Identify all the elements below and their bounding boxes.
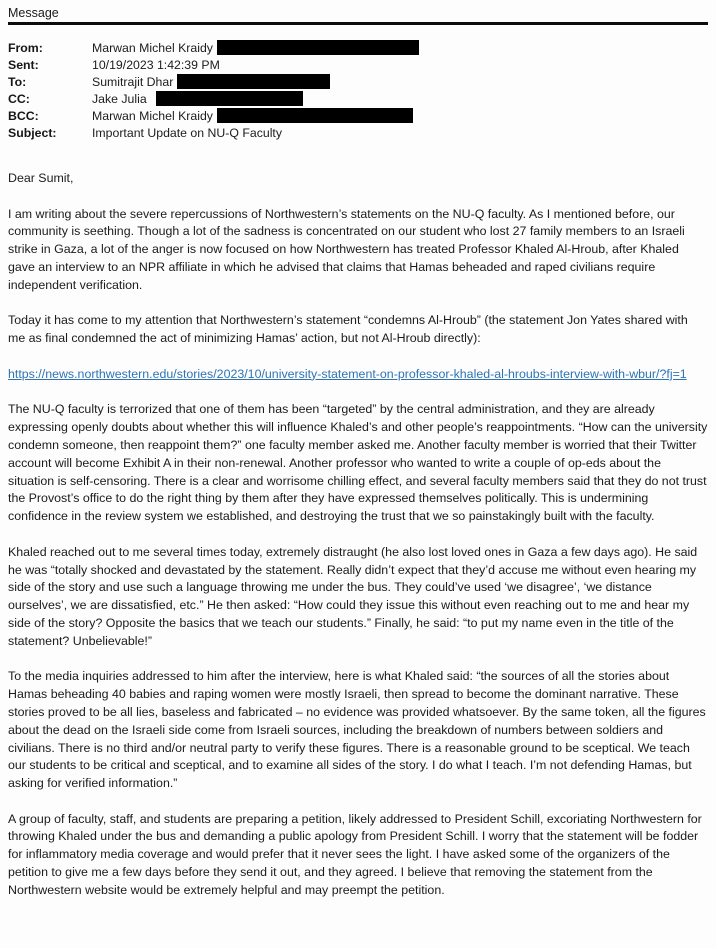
redaction-bar: [217, 108, 413, 123]
meta-label-subject: Subject:: [8, 126, 57, 140]
meta-label-bcc: BCC:: [8, 109, 39, 123]
paragraph-faculty-reaction: The NU-Q faculty is terrorized that one of them has been “targeted” by the central administration, and they are already expressing openly doubts about whether this will influence Khaled’s and other people’s reappointments. “How can the university condemn someone, then reappoint them?” one faculty member asked me. Another faculty member is worried that their Twitter account will become Exhibit A in their non-renewal. Another professor who wanted to write a couple of op-eds about the situation is self-censoring. There is a clear and worrisome chilling effect, and several faculty members said that they do not trust the Provost’s office to do the right thing by them after they have expressed themselves politically. This is undermining confidence in the review system we established, and destroying the trust that we so painstakingly built with the faculty.: [8, 402, 708, 524]
meta-label-from: From:: [8, 41, 43, 55]
meta-row-bcc: [8, 108, 708, 125]
message-title: Message: [8, 6, 59, 20]
salutation: Dear Sumit,: [8, 171, 74, 185]
paragraph-media-statement: To the media inquiries addressed to him after the interview, here is what Khaled said: “the sources of all the stories about Hamas beheading 40 babies and raping women were mostly Israeli, then spread to become the dominant narrative. These stories proved to be all lies, baseless and fabricated – no evidence was provided whatsoever. By the same token, all the figures about the dead on the Israeli side come from Israeli sources, including the breakdown of numbers between soldiers and civilians. There is no third and/or neutral party to verify these figures. There is a reasonable ground to be sceptical. We teach our students to be critical and sceptical, and to examine all sides of the story. I do what I teach. I’m not defending Hamas, but asking for verified information.”: [8, 669, 706, 791]
cc-name: Jake Julia: [92, 92, 147, 106]
meta-row-subject: [8, 125, 708, 142]
paragraph-khaled-response: Khaled reached out to me several times today, extremely distraught (he also lost loved ones in Gaza a few days ago). He said he was “totally shocked and devastated by the statement. Really didn’t expect that they’d accuse me without even hearing my side of the story and use such a language throwing me under the bus. They could’ve used ‘we disagree’, ‘we distance ourselves’, we are dissatisfied, etc.” He then asked: “How could they issue this without even reaching out to me and hear my side of the story? Opposite the basics that we teach our students.” Finally, he said: “to put my name even in the title of the statement? Unbelievable!”: [8, 544, 698, 648]
meta-row-to: [8, 74, 708, 91]
meta-value-to: [92, 74, 330, 91]
from-name: Marwan Michel Kraidy: [92, 41, 213, 55]
meta-row-cc: [8, 91, 708, 108]
paragraph-repercussions: I am writing about the severe repercussions of Northwestern’s statements on the NU-Q faculty. As I mentioned before, our community is seething. Though a lot of the sadness is concentrated on our student who lost 27 family members to an Israeli strike in Gaza, a lot of the anger is now focused on how Northwestern has treated Professor Khaled Al-Hroub, after Khaled gave an interview to an NPR affiliate in which he advised that claims that Hamas beheaded and raped civilians require independent verification.: [8, 206, 685, 292]
meta-label-to: To:: [8, 75, 27, 89]
news-article-link[interactable]: https://news.northwestern.edu/stories/2023/10/university-statement-on-professor-khaled-al-hroubs-interview-with-wbur/?fj=1: [8, 366, 687, 381]
meta-value-from: [92, 40, 419, 57]
paragraph-statement: Today it has come to my attention that Northwestern’s statement “condemns Al-Hroub” (the statement Jon Yates shared with me as final condemned the act of minimizing Hamas’ action, but not Al-Hroub directly):: [8, 313, 688, 346]
meta-value-subject: Important Update on NU-Q Faculty: [92, 126, 282, 140]
meta-label-sent: Sent:: [8, 58, 39, 72]
redaction-bar: [177, 74, 330, 89]
to-name: Sumitrajit Dhar: [92, 75, 174, 89]
paragraph-petition: A group of faculty, staff, and students are preparing a petition, likely addressed to President Schill, excoriating Northwestern for throwing Khaled under the bus and demanding a public apology from President Schill. I worry that the statement will be fodder for inflammatory media coverage and would prefer that it never sees the light. I have asked some of the organizers of the petition to give me a few days before they send it out, and they agreed. I believe that removing the statement from the Northwestern website would be extremely helpful and may preempt the petition.: [8, 811, 702, 897]
meta-value-cc: [92, 91, 303, 108]
email-body: [8, 170, 708, 900]
email-meta-block: [8, 40, 708, 142]
meta-label-cc: CC:: [8, 92, 30, 106]
bcc-name: Marwan Michel Kraidy: [92, 109, 213, 123]
message-header: [8, 6, 708, 25]
meta-value-sent: 10/19/2023 1:42:39 PM: [92, 58, 220, 72]
redaction-bar: [217, 40, 419, 55]
meta-value-bcc: [92, 108, 413, 125]
meta-row-sent: [8, 57, 708, 74]
redaction-bar: [156, 91, 303, 106]
meta-row-from: [8, 40, 708, 57]
link-line: [8, 366, 708, 384]
